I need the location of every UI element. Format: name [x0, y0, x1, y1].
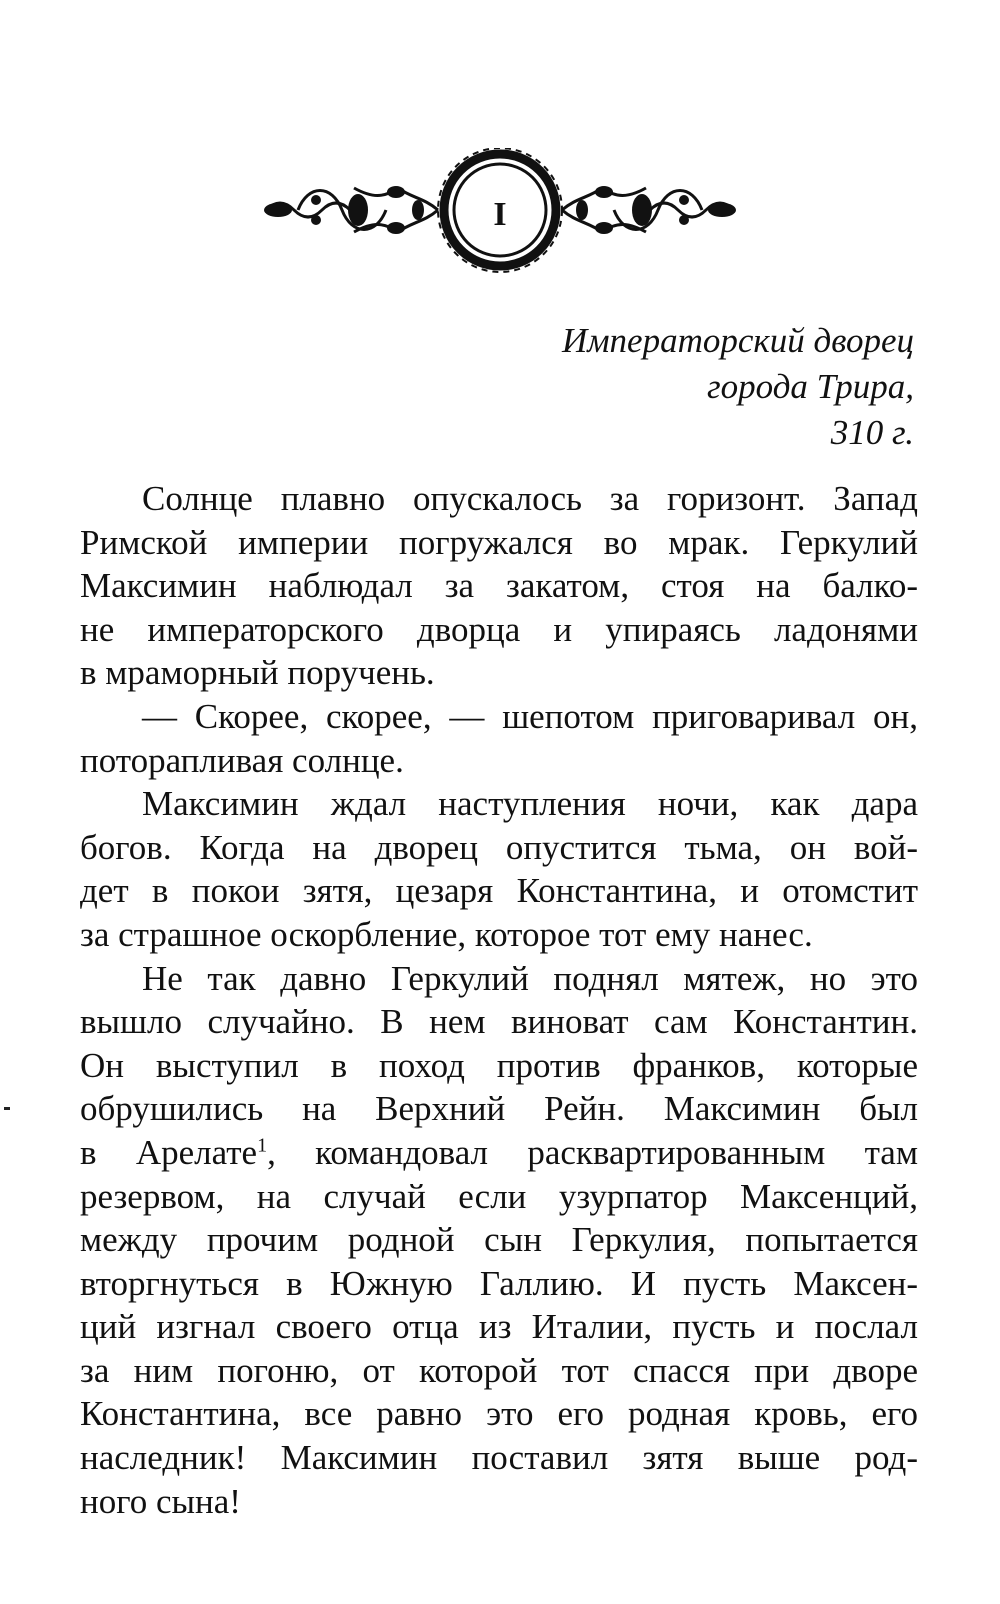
- text-line: вторгнуться в Южную Галлию. И пусть Максен-: [80, 1263, 918, 1303]
- text-line: Солнце плавно опускалось за горизонт. Запад: [142, 479, 918, 518]
- text-line: Римской империи погружался во мрак. Геркулий: [80, 522, 918, 562]
- text-line: обрушились на Верхний Рейн. Максимин был: [80, 1089, 918, 1129]
- chapter-number: I: [493, 196, 507, 233]
- footnote-marker[interactable]: 1: [257, 1134, 268, 1157]
- text-line: богов. Когда на дворец опустится тьма, он вой-: [80, 827, 918, 867]
- text-line: не императорского дворца и упираясь ладонями: [80, 609, 918, 649]
- epigraph-line: города Трира,: [707, 367, 914, 406]
- text-line: поторапливая солнце.: [80, 740, 404, 780]
- text-line: Не так давно Геркулий поднял мятеж, но это: [142, 958, 918, 998]
- epigraph: [414, 318, 914, 456]
- margin-mark: [4, 1107, 10, 1110]
- text-line-with-footnote: [80, 1131, 918, 1175]
- epigraph-line: Императорский дворец: [561, 321, 914, 360]
- epigraph-line: 310 г.: [830, 413, 914, 452]
- text-line: — Скорее, скорее, — шепотом приговаривал он,: [142, 696, 918, 736]
- text-fragment: , командовал расквартированным там: [267, 1132, 918, 1172]
- text-line: в мраморный поручень.: [80, 653, 435, 693]
- text-line: резервом, на случай если узурпатор Максенций,: [80, 1176, 918, 1216]
- text-line: Он выступил в поход против франков, которые: [80, 1045, 918, 1085]
- text-line: дет в покои зятя, цезаря Константина, и отомстит: [80, 871, 918, 911]
- text-line: ций изгнал своего отца из Италии, пусть и послал: [80, 1307, 918, 1347]
- text-line: вышло случайно. В нем виноват сам Константин.: [80, 1002, 918, 1042]
- chapter-body-text: [80, 477, 918, 1523]
- text-line: Максимин ждал наступления ночи, как дара: [142, 784, 918, 824]
- text-line: Константина, все равно это его родная кровь, его: [80, 1394, 918, 1434]
- text-line: наследник! Максимин поставил зятя выше род-: [80, 1438, 918, 1478]
- text-line: Максимин наблюдал за закатом, стоя на балко-: [80, 566, 918, 606]
- text-line: ного сына!: [80, 1481, 241, 1521]
- text-fragment: в Арелате: [80, 1132, 258, 1172]
- text-line: за ним погоню, от которой тот спасся при дворе: [80, 1350, 918, 1390]
- text-line: между прочим родной сын Геркулия, попытается: [80, 1220, 918, 1260]
- text-line: за страшное оскорбление, которое тот ему нанес.: [80, 914, 813, 954]
